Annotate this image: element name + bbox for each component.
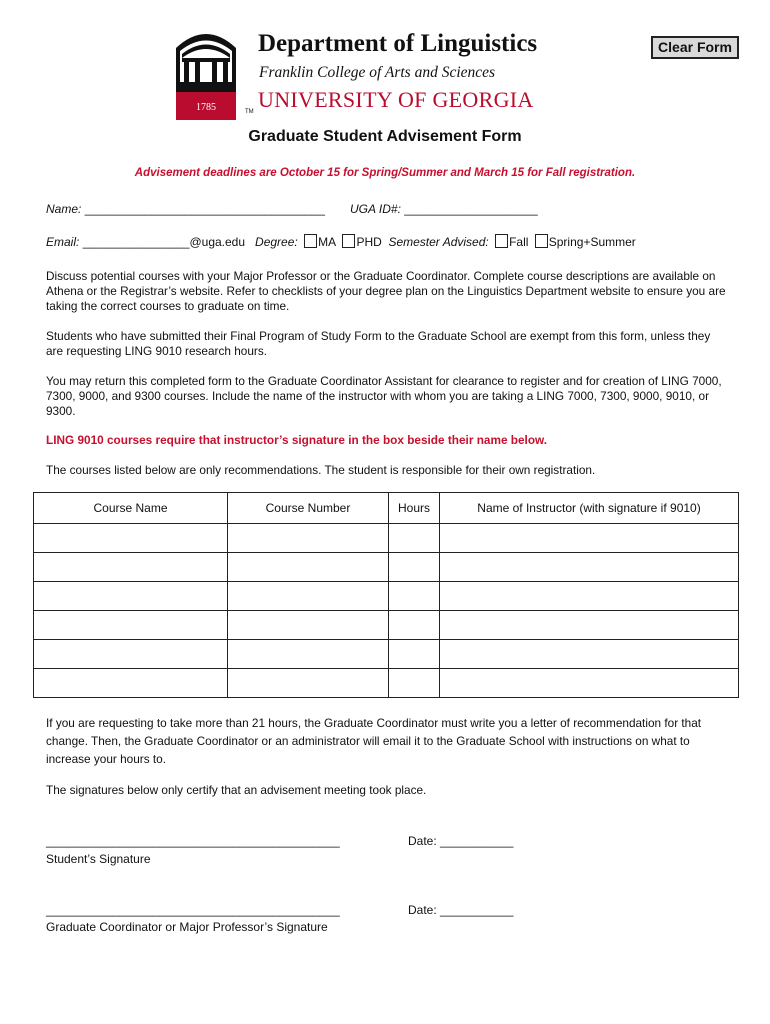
hours-cell[interactable] [389,669,440,698]
course-name-cell[interactable] [34,611,228,640]
email-label: Email: [46,235,80,249]
course-number-cell[interactable] [228,669,389,698]
course-number-cell[interactable] [228,582,389,611]
name-field[interactable]: ____________________________________ [84,202,325,216]
degree-ma-checkbox[interactable] [304,234,317,248]
table-row [34,611,739,640]
instructor-cell[interactable] [440,553,739,582]
table-row [34,669,739,698]
semester-fall-checkbox[interactable] [495,234,508,248]
instructions-paragraph-3: You may return this completed form to the Graduate Coordinator Assistant for clearance to register and for creation of LING 7000, 7300, 9000, and 9300 courses. Include the name of the instructor with whom you are taking a LING 7000, 7300, 9000, 9010, or 9300. [46,374,722,418]
semester-spring-summer-label: Spring+Summer [548,235,636,249]
email-domain: @uga.edu [189,235,246,249]
hours-cell[interactable] [389,524,440,553]
instructor-cell[interactable] [440,611,739,640]
recommendation-note: The courses listed below are only recommendations. The student is responsible for their own registration. [46,463,596,477]
instructor-cell[interactable] [440,640,739,669]
course-number-cell[interactable] [228,611,389,640]
semester-fall-label: Fall [509,235,529,249]
student-date-label: Date: [408,834,437,848]
coordinator-date-row [408,903,513,917]
ling-9010-notice: LING 9010 courses require that instructor’s signature in the box beside their name below. [46,433,548,447]
table-row [34,553,739,582]
column-header-course-number: Course Number [228,493,389,524]
degree-ma-label: MA [318,235,337,249]
hours-cell[interactable] [389,582,440,611]
course-name-cell[interactable] [34,640,228,669]
course-name-cell[interactable] [34,669,228,698]
student-date-field[interactable]: ___________ [440,834,514,848]
uga-arch-logo [174,24,238,122]
department-name: Department of Linguistics [258,30,538,57]
degree-label: Degree: [255,235,298,249]
hours-cell[interactable] [389,611,440,640]
student-signature-label: Student’s Signature [46,852,151,866]
table-row [34,640,739,669]
signature-certify-note: The signatures below only certify that an advisement meeting took place. [46,783,427,797]
deadline-note: Advisement deadlines are October 15 for Spring/Summer and March 15 for Fall registration. [134,167,636,179]
column-header-course-name: Course Name [34,493,228,524]
extra-hours-paragraph: If you are requesting to take more than 21 hours, the Graduate Coordinator must write you a letter of recommendation for that change. Then, the Graduate Coordinator or an administrator will email it to the Graduate School with instructions on what to increase your hours to. [46,716,702,766]
name-label: Name: [46,202,82,216]
course-number-cell[interactable] [228,553,389,582]
name-field-row [46,202,325,216]
instructor-cell[interactable] [440,582,739,611]
instructor-cell[interactable] [440,669,739,698]
instructions-paragraph-2: Students who have submitted their Final Program of Study Form to the Graduate School are exempt from this form, unless they are requesting LING 9010 research hours. [46,329,711,358]
logo-year: 1785 [196,102,216,113]
coordinator-date-label: Date: [408,903,437,917]
hours-cell[interactable] [389,640,440,669]
email-field[interactable]: ________________ [82,235,190,249]
student-signature-line[interactable]: ____________________________________________ [46,834,340,848]
hours-cell[interactable] [389,553,440,582]
degree-phd-label: PHD [356,235,382,249]
column-header-hours: Hours [389,493,440,524]
coordinator-signature-line[interactable]: ____________________________________________ [46,903,340,917]
instructions-paragraph-1: Discuss potential courses with your Major Professor or the Graduate Coordinator. Complete course descriptions are available on Athena or the Registrar’s website. Refer to checklists of your degree plan on the Linguistics Department website to ensure you are taking the correct courses to graduate on time. [46,269,726,313]
semester-label: Semester Advised: [388,235,489,249]
college-name: Franklin College of Arts and Sciences [259,64,496,81]
email-degree-row [46,234,636,249]
column-header-instructor: Name of Instructor (with signature if 9010) [440,493,739,524]
form-title: Graduate Student Advisement Form [248,128,522,145]
course-name-cell[interactable] [34,553,228,582]
table-row [34,582,739,611]
uga-id-row [350,202,538,216]
course-table-header-row [34,493,739,524]
course-number-cell[interactable] [228,640,389,669]
coordinator-date-field[interactable]: ___________ [440,903,514,917]
coordinator-signature-label: Graduate Coordinator or Major Professor’s Signature [46,920,328,934]
instructor-cell[interactable] [440,524,739,553]
uga-id-field[interactable]: ____________________ [404,202,538,216]
degree-phd-checkbox[interactable] [342,234,355,248]
university-name: UNIVERSITY OF GEORGIA [258,87,534,112]
semester-spring-summer-checkbox[interactable] [535,234,548,248]
course-name-cell[interactable] [34,524,228,553]
course-table [33,492,739,698]
trademark-mark: TM [245,109,254,115]
course-number-cell[interactable] [228,524,389,553]
clear-form-button[interactable]: Clear Form [651,36,739,59]
student-date-row [408,834,513,848]
table-row [34,524,739,553]
course-name-cell[interactable] [34,582,228,611]
uga-id-label: UGA ID#: [350,202,401,216]
